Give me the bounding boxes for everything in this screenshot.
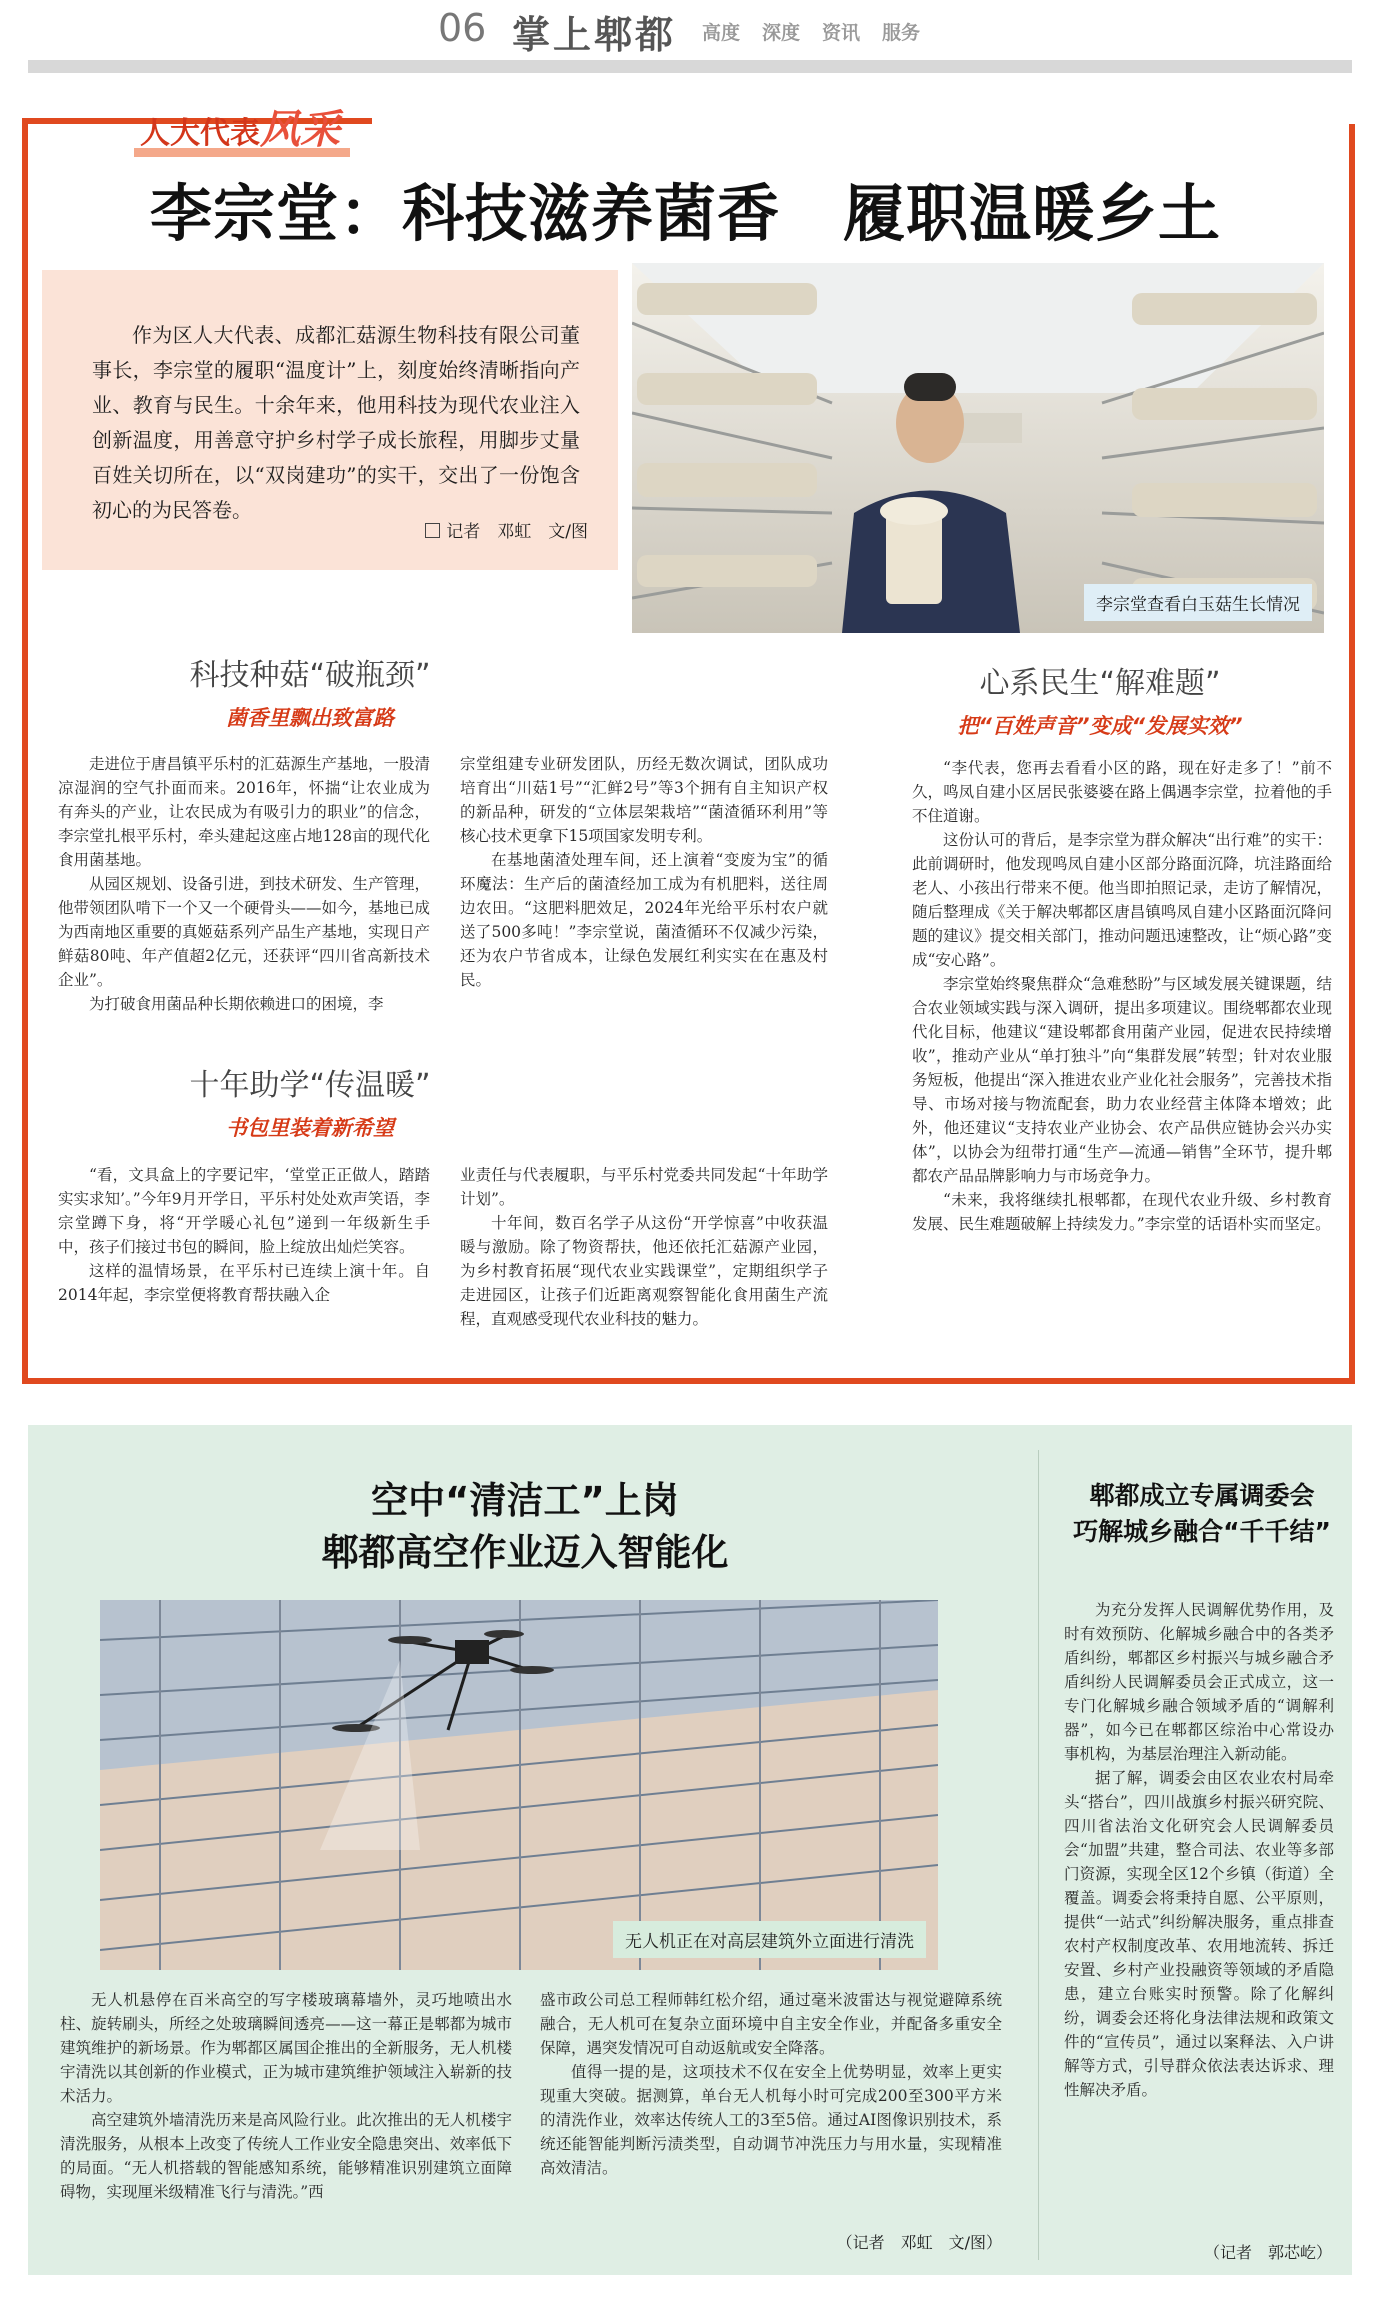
paragraph: 高空建筑外墙清洗历来是高风险行业。此次推出的无人机楼宇清洗服务，从根本上改变了传统人工作业安全隐患突出、效率低下的局面。“无人机搭载的智能感知系统，能够精准识别建筑立面障碍物，实现厘米级精准飞行与清洗。”西 [60,2111,512,2201]
drone-photo-caption: 无人机正在对高层建筑外立面进行清洗 [613,1921,926,1958]
paragraph: 为充分发挥人民调解优势作用，及时有效预防、化解城乡融合中的各类矛盾纠纷，郫都区乡村振兴与城乡融合矛盾纠纷人民调解委员会正式成立，这一专门化解城乡融合领域矛盾的“调解利器”，如今已在郫都区综治中心常设办事机构，为基层治理注入新动能。 [1064,1601,1334,1763]
paragraph: 业责任与代表履职，与平乐村党委共同发起“十年助学计划”。 [460,1166,828,1208]
paragraph: 这样的温情场景，在平乐村已连续上演十年。自2014年起，李宗堂便将教育帮扶融入企 [58,1262,430,1304]
paragraph: “看，文具盒上的字要记牢，‘堂堂正正做人，踏踏实实求知’。”今年9月开学日，平乐村处处欢声笑语，李宗堂蹲下身，将“开学暖心礼包”递到一年级新生手中，孩子们接过书包的瞬间，脸上绽放出灿烂笑容。 [58,1166,430,1256]
subhead-education-title: 十年助学“传温暖” [189,1068,431,1103]
paragraph: 据了解，调委会由区农业农村局牵头“搭台”，四川战旗乡村振兴研究院、四川省法治文化研究会人民调解委员会“加盟”共建，整合司法、农业等多部门资源，实现全区12个乡镇（街道）全覆盖。调委会将秉持自愿、公平原则，提供“一站式”纠纷解决服务，重点排查农村产权制度改革、农用地流转、拆迁安置、乡村产业投融资等领域的矛盾隐患，建立台账实时预警。除了化解纠纷，调委会还将化身法律法规和政策文件的“宣传员”，通过以案释法、入户讲解等方式，引导群众依法表达诉求、理性解决矛盾。 [1064,1769,1334,2099]
paragraph: 值得一提的是，这项技术不仅在安全上优势明显，效率上更实现重大突破。据测算，单台无人机每小时可完成200至300平方米的清洗作业，效率达传统人工的3至5倍。通过AI图像识别技术，系统还能智能判断污渍类型，自动调节冲洗压力与用水量，实现精准高效清洁。 [540,2063,1002,2177]
article-column [460,1163,828,1331]
article-column [460,752,828,992]
paragraph: 走进位于唐昌镇平乐村的汇菇源生产基地，一股清凉湿润的空气扑面而来。2016年，怀揣“让农业成为有奔头的产业，让农民成为有吸引力的职业”的信念，李宗堂扎根平乐村，牵头建起这座占地128亩的现代化食用菌基地。 [58,755,431,869]
drone-headline-line2: 郫都高空作业迈入智能化 [321,1531,729,1574]
section-nav [702,18,920,45]
drone-headline [0,1475,1050,1579]
feature-photo-caption: 李宗堂查看白玉菇生长情况 [1084,584,1312,621]
nav-item: 服务 [882,22,921,44]
section-title: 掌上郫都 [512,13,677,57]
feature-byline: 记者 邓虹 文/图 [425,515,588,550]
subhead-livelihood-subtitle: 把“百姓声音”变成“发展实效” [957,714,1243,738]
column-badge [140,98,340,155]
subhead-livelihood [890,658,1310,740]
article-column [912,756,1332,1236]
paragraph: 在基地菌渣处理车间，还上演着“变废为宝”的循环魔法：生产后的菌渣经加工成为有机肥料，送往周边农田。“这肥料肥效足，2024年光给平乐村农户就送了500多吨！”李宗堂说，菌渣循环不仅减少污染，还为农户节省成本，让绿色发展红利实实在在惠及村民。 [460,851,828,989]
nav-item: 深度 [762,22,801,44]
article-column [60,1988,512,2204]
article-column [540,1988,1002,2180]
feature-intro: 作为区人大代表、成都汇菇源生物科技有限公司董事长，李宗堂的履职“温度计”上，刻度始终清晰指向产业、教育与民生。十余年来，他用科技为现代农业注入创新温度，用善意守护乡村学子成长旅程，用脚步丈量百姓关切所在，以“双岗建功”的实干，交出了一份饱含初心的为民答卷。 [92,323,580,522]
column-badge-script: 风采 [260,107,340,153]
subhead-tech [40,650,580,732]
subhead-tech-subtitle: 菌香里飘出致富路 [226,706,394,730]
paragraph: 从园区规划、设备引进，到技术研发、生产管理，他带领团队啃下一个又一个硬骨头——如今，基地已成为西南地区重要的真姬菇系列产品生产基地，实现日产鲜菇80吨、年产值超2亿元，还获评“四川省高新技术企业”。 [58,875,431,989]
header-divider [28,60,1352,73]
mediation-headline-line1: 郫都成立专属调委会 [1089,1481,1315,1510]
article-column [58,1163,430,1307]
feature-headline: 李宗堂：科技滋养菌香 履职温暖乡土 [150,177,1222,250]
nav-item: 资讯 [822,22,861,44]
paragraph: 这份认可的背后，是李宗堂为群众解决“出行难”的实干：此前调研时，他发现鸣凤自建小区部分路面沉降，坑洼路面给老人、小孩出行带来不便。他当即拍照记录，走访了解情况，随后整理成《关于解决郫都区唐昌镇鸣凤自建小区路面沉降问题的建议》提交相关部门，推动问题迅速整改，让“烦心路”变成“安心路”。 [912,831,1332,969]
paragraph: “未来，我将继续扎根郫都，在现代农业升级、乡村教育发展、民生难题破解上持续发力。”李宗堂的话语朴实而坚定。 [912,1191,1332,1233]
mediation-byline: （记者 郭芯屹） [1203,2243,1332,2262]
paragraph: 十年间，数百名学子从这份“开学惊喜”中收获温暖与激励。除了物资帮扶，他还依托汇菇源产业园，为乡村教育拓展“现代农业实践课堂”，定期组织学子走进园区，让孩子们近距离观察智能化食用菌生产流程，直观感受现代农业科技的魅力。 [460,1214,828,1328]
article-column [1064,1598,1334,2102]
paragraph: 无人机悬停在百米高空的写字楼玻璃幕墙外，灵巧地喷出水柱、旋转刷头，所经之处玻璃瞬间透亮——这一幕正是郫都为城市建筑维护的新场景。作为郫都区属国企推出的全新服务，无人机楼宇清洗以其创新的作业模式，正为城市建筑维护领域注入崭新的技术活力。 [60,1991,512,2105]
mediation-headline-line2: 巧解城乡融合“千千结” [1073,1517,1331,1546]
paragraph: 盛市政公司总工程师韩红松介绍，通过毫米波雷达与视觉避障系统融合，无人机可在复杂立面环境中自主安全作业，并配备多重安全保障，遇突发情况可自动返航或安全降落。 [540,1991,1002,2057]
mediation-headline [1054,1478,1350,1550]
nav-item: 高度 [702,22,741,44]
subhead-livelihood-title: 心系民生“解难题” [979,666,1221,701]
page-number: 06 [438,6,487,50]
paragraph: 为打破食用菌品种长期依赖进口的困境，李 [89,995,384,1013]
drone-headline-line1: 空中“清洁工”上岗 [371,1479,679,1522]
subhead-education-subtitle: 书包里装着新希望 [226,1116,394,1140]
article-column [58,752,430,1016]
paragraph: 李宗堂始终聚焦群众“急难愁盼”与区域发展关键课题，结合农业领域实践与深入调研，提出多项建议。围绕郫都农业现代化目标，他建议“建设郫都食用菌产业园，促进农民持续增收”，推动产业从“单打独斗”向“集群发展”转型；针对农业服务短板，他提出“深入推进农业产业化社会服务”，完善技术指导、市场对接与物流配套，助力农业经营主体降本增效；此外，他还建议“支持农业产业协会、农产品供应链协会兴办实体”，以协会为纽带打通“生产—流通—销售”全环节，提升郫都农产品品牌影响力与市场竞争力。 [912,975,1332,1185]
subhead-education [40,1060,580,1142]
drone-byline: （记者 邓虹 文/图） [836,2233,1002,2252]
feature-intro-box [42,270,618,570]
feature-photo [632,263,1324,633]
subhead-tech-title: 科技种菇“破瓶颈” [189,658,431,693]
paragraph: “李代表，您再去看看小区的路，现在好走多了！”前不久，鸣凤自建小区居民张婆婆在路上偶遇李宗堂，拉着他的手不住道谢。 [912,759,1332,825]
column-badge-text: 人大代表 [140,116,260,151]
drone-photo [100,1600,938,1970]
paragraph: 宗堂组建专业研发团队，历经无数次调试，团队成功培育出“川菇1号”“汇鲜2号”等3个拥有自主知识产权的新品种，研发的“立体层架栽培”“菌渣循环利用”等核心技术更拿下15项国家发明专利。 [460,755,828,845]
